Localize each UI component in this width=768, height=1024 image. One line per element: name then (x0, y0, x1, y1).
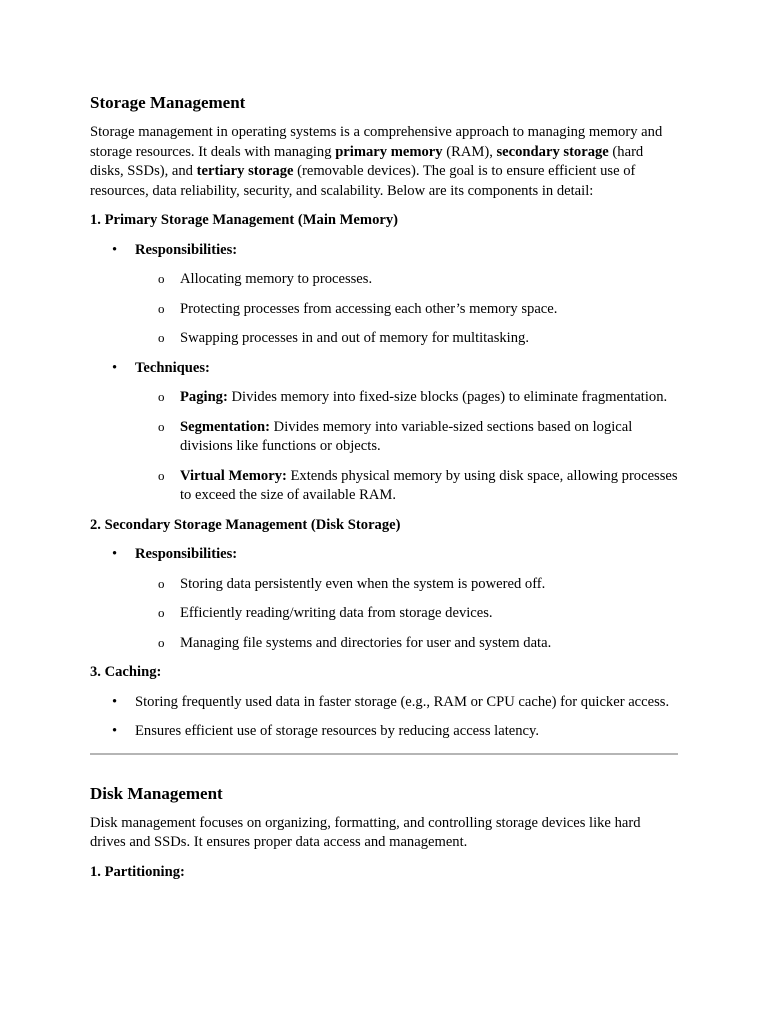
caching-list (90, 693, 678, 742)
intro-text-4: (removable devices). The goal is to ensure efficient use of resources, data reliability, security, and scalability. Below are its components in detail: (90, 163, 636, 199)
technique-desc: Extends physical memory by using disk space, allowing processes to exceed the size of available RAM. (180, 467, 678, 503)
intro-text-2: (RAM), (442, 143, 497, 160)
list-item: • Storing frequently used data in faster storage (e.g., RAM or CPU cache) for quicker access. (90, 693, 678, 713)
partitioning-heading: 1. Partitioning: (90, 863, 185, 880)
primary-storage-list (90, 241, 678, 506)
primary-techniques-list (135, 388, 678, 506)
section-divider (90, 753, 678, 755)
list-item (90, 359, 678, 506)
caching-heading: 3. Caching: (90, 664, 162, 680)
storage-intro-paragraph (90, 123, 678, 201)
technique-term: Segmentation: (180, 418, 270, 435)
intro-bold-primary-memory: primary memory (335, 143, 443, 160)
list-item: o Protecting processes from accessing each other’s memory space. (90, 300, 678, 320)
secondary-storage-heading: 2. Secondary Storage Management (Disk Storage) (90, 516, 401, 533)
intro-text-3: (hard disks, SSDs), and (90, 143, 644, 179)
primary-techniques-label: Techniques: (135, 359, 210, 376)
technique-desc: Divides memory into variable-sized sections based on logical divisions like functions or objects. (180, 418, 633, 454)
technique-term: Virtual Memory: (180, 467, 287, 484)
secondary-responsibilities-list (135, 575, 678, 654)
list-item (90, 388, 678, 408)
list-item: o Storing data persistently even when the system is powered off. (90, 575, 678, 595)
technique-term: Paging: (180, 389, 228, 405)
list-item (90, 418, 678, 457)
list-item: o Allocating memory to processes. (90, 270, 678, 290)
list-item: o Efficiently reading/writing data from storage devices. (90, 604, 678, 624)
disk-management-title: Disk Management (90, 783, 223, 803)
storage-management-title: Storage Management (90, 93, 246, 112)
list-item (90, 545, 678, 653)
intro-text-1: Storage management in operating systems is a comprehensive approach to managing memory and storage resources. It deals with managing (90, 124, 663, 160)
technique-desc: Divides memory into fixed-size blocks (pages) to eliminate fragmentation. (227, 389, 668, 405)
list-item: o Managing file systems and directories for user and system data. (90, 634, 678, 654)
secondary-storage-list (90, 545, 678, 653)
list-item (90, 467, 678, 506)
primary-responsibilities-label: Responsibilities: (135, 241, 238, 258)
intro-bold-secondary-storage: secondary storage (496, 143, 609, 160)
list-item (90, 241, 678, 349)
list-item: o Swapping processes in and out of memory for multitasking. (90, 329, 678, 349)
primary-responsibilities-list (135, 270, 678, 349)
primary-storage-heading: 1. Primary Storage Management (Main Memory) (90, 212, 398, 228)
disk-intro-paragraph: Disk management focuses on organizing, formatting, and controlling storage devices like hard drives and SSDs. It ensures proper data access and management. (90, 814, 641, 850)
intro-bold-tertiary-storage: tertiary storage (196, 163, 294, 179)
document-content (90, 92, 678, 882)
list-item: • Ensures efficient use of storage resources by reducing access latency. (90, 722, 678, 742)
secondary-responsibilities-label: Responsibilities: (135, 546, 238, 562)
